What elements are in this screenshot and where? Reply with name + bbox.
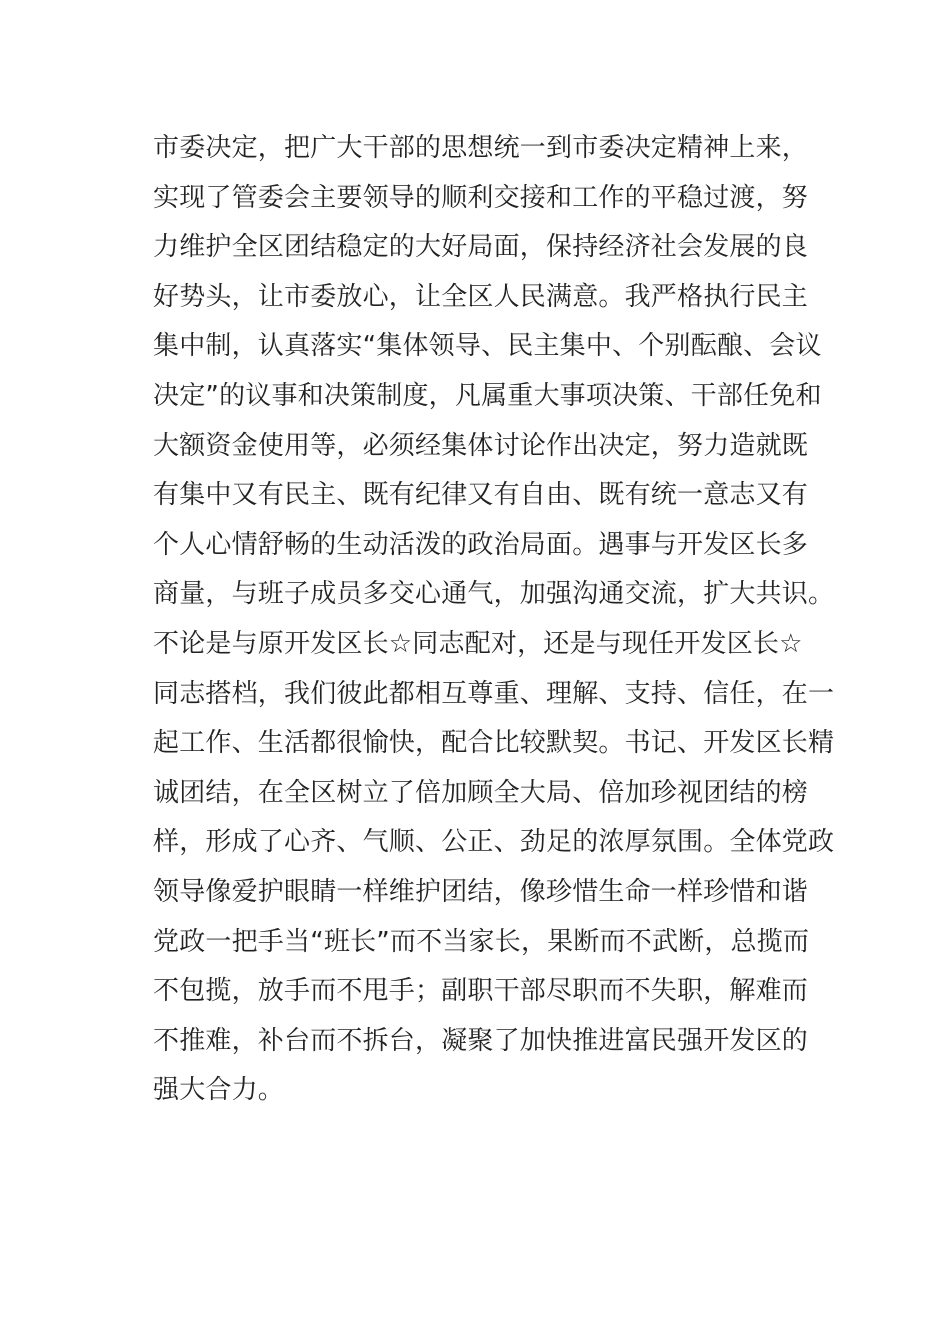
text-line: 大额资金使用等，必须经集体讨论作出决定，努力造就既 (153, 430, 809, 461)
text-line: 决定”的议事和决策制度，凡属重大事项决策、干部任免和 (153, 380, 822, 411)
text-line: 市委决定，把广大干部的思想统一到市委决定精神上来， (153, 133, 809, 163)
text-line: 个人心情舒畅的生动活泼的政治局面。遇事与开发区长多 (153, 529, 809, 560)
text-line: 不包揽，放手而不甩手；副职干部尽职而不失职，解难而 (153, 976, 809, 1007)
text-line: 样，形成了心齐、气顺、公正、劲足的浓厚氛围。全体党政 (153, 827, 835, 858)
text-line: 党政一把手当“班长”而不当家长，果断而不武断，总揽而 (153, 926, 810, 957)
text-line: 同志搭档，我们彼此都相互尊重、理解、支持、信任，在一 (153, 678, 835, 709)
text-line: 力维护全区团结稳定的大好局面，保持经济社会发展的良 (153, 232, 809, 263)
text-line: 实现了管委会主要领导的顺利交接和工作的平稳过渡，努 (153, 182, 809, 213)
text-line: 好势头，让市委放心，让全区人民满意。我严格执行民主 (153, 281, 809, 312)
body-paragraph (153, 124, 835, 1116)
text-line: 集中制，认真落实“集体领导、民主集中、个别酝酿、会议 (153, 331, 822, 362)
text-line: 不论是与原开发区长☆同志配对，还是与现任开发区长☆ (153, 628, 803, 659)
text-line: 诚团结，在全区树立了倍加顾全大局、倍加珍视团结的榜 (153, 777, 809, 808)
text-line: 强大合力。 (153, 1075, 285, 1106)
text-line: 商量，与班子成员多交心通气，加强沟通交流，扩大共识。 (153, 579, 835, 610)
text-line: 领导像爱护眼睛一样维护团结，像珍惜生命一样珍惜和谐 (153, 876, 809, 907)
text-line: 不推难，补台而不拆台，凝聚了加快推进富民强开发区的 (153, 1025, 809, 1056)
text-line: 有集中又有民主、既有纪律又有自由、既有统一意志又有 (153, 480, 809, 511)
text-line: 起工作、生活都很愉快，配合比较默契。书记、开发区长精 (153, 728, 835, 759)
